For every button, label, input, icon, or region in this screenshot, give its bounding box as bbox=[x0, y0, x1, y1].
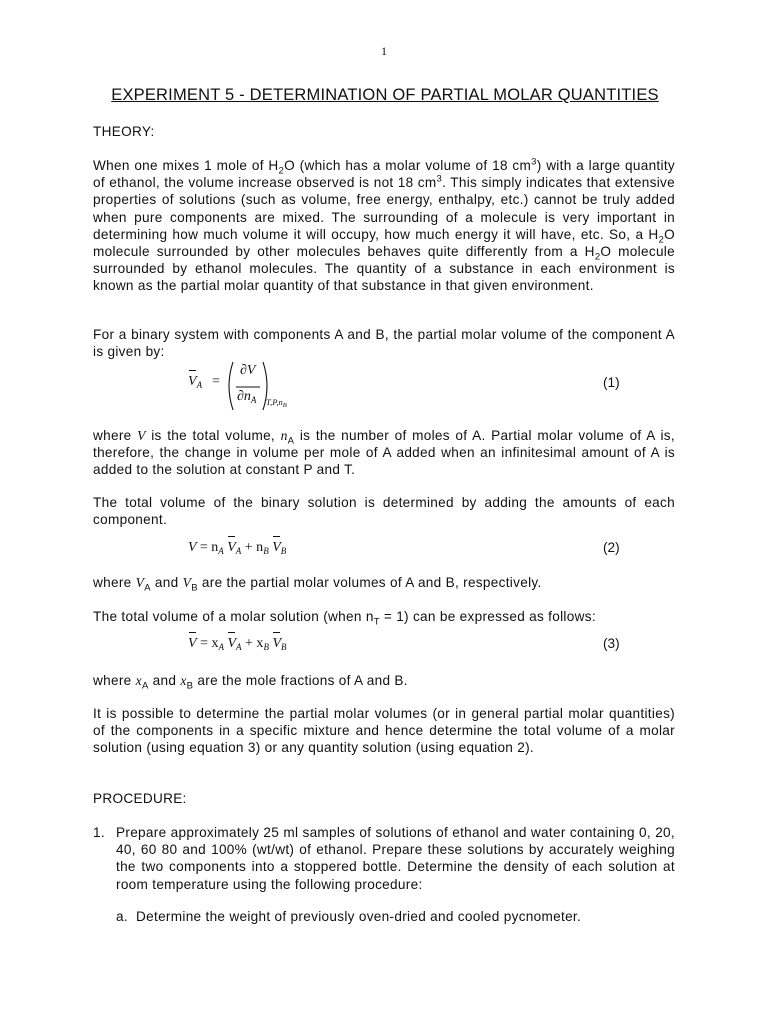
procedure-item-number: 1. bbox=[93, 825, 105, 840]
theory-paragraph-4: The total volume of the binary solution is determined by adding the amounts of each component. bbox=[93, 495, 675, 528]
theory-paragraph-1: When one mixes 1 mole of $H_2O$ (which has a molar volume of 18 $cm^3$) with a large quantity of ethanol, the volume increase observed is not 18 $cm^3$. This simply indicates that extensive properties of solutions (such as volume, free energy, enthalpy, etc.) cannot be truly added when pure components are mixed. The surrounding of a molecule is very important in determining how much volume it will occupy, how much energy it will have, etc. So, a $H_2O$ molecule surrounded by other molecules behaves quite differently from a $H_2O$ molecule surrounded by ethanol molecules. The quantity of a substance in each environment is known as the partial molar quantity of that substance in that given environment. bbox=[93, 156, 675, 294]
procedure-heading: PROCEDURE: bbox=[93, 791, 187, 806]
page-number: 1 bbox=[381, 44, 387, 58]
theory-paragraph-5: where $V_A$ and $V_B$ are the partial molar volumes of A and B, respectively. bbox=[93, 575, 542, 594]
procedure-item-1 bbox=[93, 824, 675, 893]
theory-paragraph-8: It is possible to determine the partial molar volumes (or in general partial molar quantities) of the components in a specific mixture and hence determine the total volume of a molar solution (using equation 3) or any quantity solution (using equation 2). bbox=[93, 706, 675, 756]
procedure-sub-item-label: a. bbox=[116, 909, 128, 924]
document-page: 1 EXPERIMENT 5 - DETERMINATION OF PARTIAL MOLAR QUANTITIES THEORY: When one mixes 1 mole of $H_2O$ (which has a molar volume of 18 $cm^3$) with a large quantity of ethanol, the volume increase observed is not 18 $cm^3$. This simply indicates that extensive properties of solutions (such as volume, free energy, enthalpy, etc.) cannot be truly added when pure components are mixed. The surrounding of a molecule is very important in determining how much volume it will occupy, how much energy it will have, etc. So, a $H_2O$ molecule surrounded by other molecules behaves quite differently from a $H_2O$ molecule surrounded by ethanol molecules. The quantity of a substance in each environment is known as the partial molar quantity of that substance in that given environment. For a binary system with components A and B, the partial molar volume of the component A is given by: $V_A$ = ∂V $\partial n_A$ $T,P,n_B$ (1) where V is the total volume, $n_A$ is the number of moles of A. Partial molar volume of A is, therefore, the change in volume per mole of A added when an infinitesimal amount of A is added to the solution at constant P and T. The total volume of the binary solution is determined by adding the amounts of each component. $V = n_A$ $V_A + n_B$ $V_B$ (2) where $V_A$ and $V_B$ are the partial molar volumes of A and B, respectively. The total volume of a molar solution (when $n_T = 1$) can be expressed as follows: $V = x_A$ $V_A + x_B$ $V_B$ (3) where $x_A$ and $x_B$ are the mole fractions of A and B. It is possible to determine the partial molar volumes (or in general partial molar quantities) of the components in a specific mixture and hence determine the total volume of a molar solution (using equation 3) or any quantity solution (using equation 2). PROCEDURE: 1. Prepare approximately 25 ml samples of solutions of ethanol and water containing 0, 20, 40, 60 80 and 100% (wt/wt) of ethanol. Prepare these solutions by accurately weighing the two components into a stoppered bottle. Determine the density of each solution at room temperature using the following procedure: a. Determine the weight of previously oven-dried and cooled pycnometer. bbox=[0, 0, 768, 1024]
document-title: EXPERIMENT 5 - DETERMINATION OF PARTIAL MOLAR QUANTITIES bbox=[111, 86, 659, 104]
equation-1-number: (1) bbox=[603, 375, 620, 390]
theory-paragraph-7: where $x_A$ and $x_B$ are the mole fractions of A and B. bbox=[93, 673, 408, 692]
equation-3-number: (3) bbox=[603, 636, 620, 651]
theory-paragraph-3: where V is the total volume, $n_A$ is the number of moles of A. Partial molar volume of A is, therefore, the change in volume per mole of A added when an infinitesimal amount of A is added to the solution at constant P and T. bbox=[93, 428, 675, 478]
theory-heading: THEORY: bbox=[93, 124, 155, 139]
procedure-sub-item-text: Determine the weight of previously oven-dried and cooled pycnometer. bbox=[136, 909, 582, 924]
procedure-sub-item-a bbox=[116, 909, 581, 924]
theory-paragraph-6: The total volume of a molar solution (when $n_T = 1$) can be expressed as follows: bbox=[93, 609, 596, 628]
equation-2-number: (2) bbox=[603, 540, 620, 555]
procedure-item-text: Prepare approximately 25 ml samples of solutions of ethanol and water containing 0, 20, 40, 60 80 and 100% (wt/wt) of ethanol. Prepare these solutions by accurately weighing the two components into a stoppered bottle. Determine the density of each solution at room temperature using the following procedure: bbox=[116, 825, 675, 892]
theory-paragraph-2: For a binary system with components A and B, the partial molar volume of the component A is given by: bbox=[93, 327, 675, 360]
